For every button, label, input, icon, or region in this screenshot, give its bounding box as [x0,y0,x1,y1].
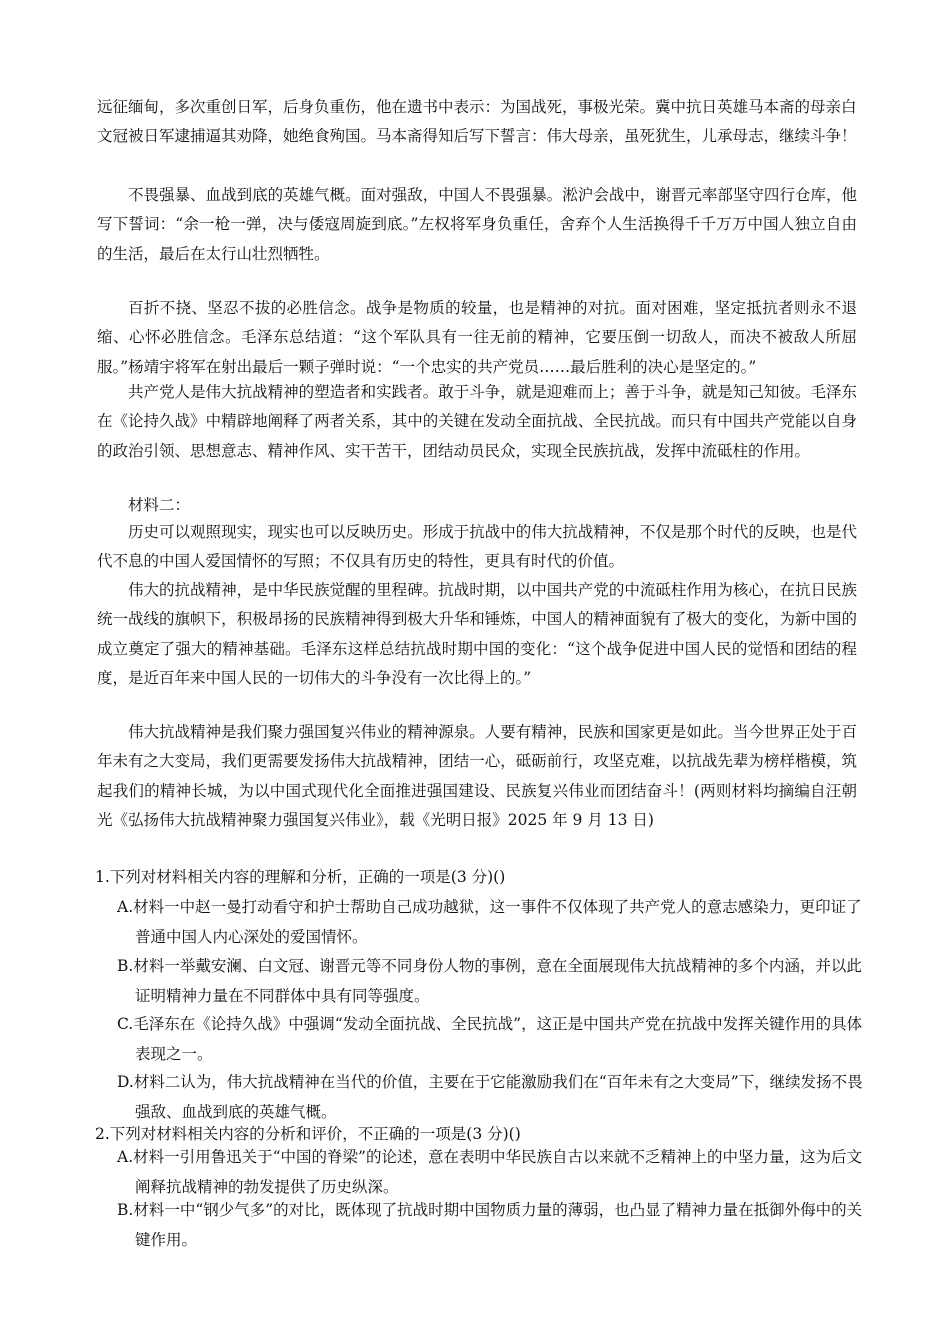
paragraph-history: 历史可以观照现实，现实也可以反映历史。形成于抗战中的伟大抗战精神，不仅是那个时代的反映，也是代代不息的中国人爱国情怀的写照；不仅具有历史的特性，更具有时代的价值。 [97,523,857,571]
paragraph-source: 伟大抗战精神是我们聚力强国复兴伟业的精神源泉。人要有精神，民族和国家更是如此。当今世界正处于百年未有之大变局，我们更需要发扬伟大抗战精神，团结一心，砥砺前行，攻坚克难，以抗战先辈为榜样楷模，筑起我们的精神长城，为以中国式现代化全面推进强国建设、民族复兴伟业而团结奋斗！(两则材料均摘编自汪朝光《弘扬伟大抗战精神聚力强国复兴伟业》，载《光明日报》2025 年 9 月 13 日) [97,723,857,830]
material-two-heading: 材料二： [128,496,191,514]
question-1-option-b[interactable]: B.材料一举戴安澜、白文冠、谢晋元等不同身份人物的事例，意在全面展现伟大抗战精神的多个内涵，并以此证明精神力量在不同群体中具有同等强度。 [117,957,862,1005]
paragraph-milestone: 伟大的抗战精神，是中华民族觉醒的里程碑。抗战时期，以中国共产党的中流砥柱作用为核心，在抗日民族统一战线的旗帜下，积极昂扬的民族精神得到极大升华和锤炼，中国人的精神面貌有了极大的变化，为新中国的成立奠定了强大的精神基础。毛泽东这样总结抗战时期中国的变化：“这个战争促进中国人民的觉悟和团结的程度，是近百年来中国人民的一切伟大的斗争没有一次比得上的。” [97,581,857,688]
question-1-option-d[interactable]: D.材料二认为，伟大抗战精神在当代的价值，主要在于它能激励我们在“百年未有之大变局”下，继续发扬不畏强敌、血战到底的英雄气概。 [117,1073,863,1121]
question-1-option-a[interactable]: A.材料一中赵一曼打动看守和护士帮助自己成功越狱，这一事件不仅体现了共产党人的意志感染力，更印证了普通中国人内心深处的爱国情怀。 [117,898,862,946]
paragraph-conviction: 百折不挠、坚忍不拔的必胜信念。战争是物质的较量，也是精神的对抗。面对困难，坚定抵抗者则永不退缩、心怀必胜信念。毛泽东总结道：“这个军队具有一往无前的精神，它要压倒一切敌人，而决不被敌人所屈服。”杨靖宇将军在射出最后一颗子弹时说：“一个忠实的共产党员……最后胜利的决心是坚定的。” [97,299,857,376]
paragraph-heroism: 不畏强暴、血战到底的英雄气概。面对强敌，中国人不畏强暴。淞沪会战中，谢晋元率部坚守四行仓库，他写下誓词：“余一枪一弹，决与倭寇周旋到底。”左权将军身负重任，舍弃个人生活换得千千万万中国人独立自由的生活，最后在太行山壮烈牺牲。 [97,186,857,263]
question-2-stem: 2.下列对材料相关内容的分析和评价，不正确的一项是(3 分)() [95,1125,521,1143]
question-2-option-a[interactable]: A.材料一引用鲁迅关于“中国的脊梁”的论述，意在表明中华民族自古以来就不乏精神上的中坚力量，这为后文阐释抗战精神的勃发提供了历史纵深。 [117,1148,862,1196]
paragraph-continuation: 远征缅甸，多次重创日军，后身负重伤，他在遗书中表示：为国战死，事极光荣。冀中抗日英雄马本斋的母亲白文冠被日军逮捕逼其劝降，她绝食殉国。马本斋得知后写下誓言：伟大母亲，虽死犹生，儿承母志，继续斗争！ [97,98,857,146]
question-1-stem: 1.下列对材料相关内容的理解和分析，正确的一项是(3 分)() [95,868,506,886]
question-1-option-c[interactable]: C.毛泽东在《论持久战》中强调“发动全面抗战、全民抗战”，这正是中国共产党在抗战中发挥关键作用的具体表现之一。 [117,1015,863,1063]
question-2-option-b[interactable]: B.材料一中“钢少气多”的对比，既体现了抗战时期中国物质力量的薄弱，也凸显了精神力量在抵御外侮中的关键作用。 [117,1201,863,1249]
paragraph-communists: 共产党人是伟大抗战精神的塑造者和实践者。敢于斗争，就是迎难而上；善于斗争，就是知己知彼。毛泽东在《论持久战》中精辟地阐释了两者关系，其中的关键在发动全面抗战、全民抗战。而只有中国共产党能以自身的政治引领、思想意志、精神作风、实干苦干，团结动员民众，实现全民族抗战，发挥中流砥柱的作用。 [97,383,857,460]
